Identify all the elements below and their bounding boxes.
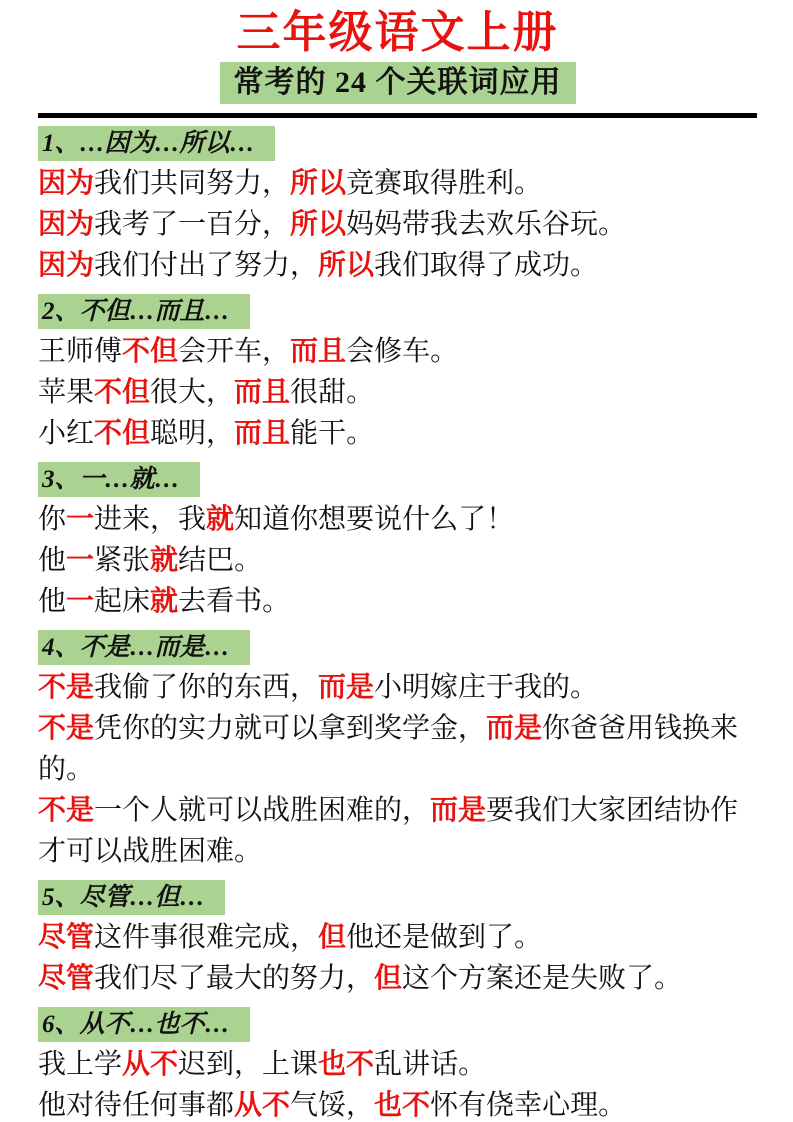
sentence-text: 会开车， — [178, 336, 291, 367]
section-heading: 2、不但…而且… — [38, 294, 250, 329]
conjunction-word: 而且 — [234, 377, 291, 408]
conjunction-word: 一 — [66, 545, 95, 576]
section-heading-row — [38, 290, 757, 331]
sentence-text: 竞赛取得胜利。 — [346, 168, 543, 199]
section-heading: 4、不是…而是… — [38, 630, 250, 665]
conjunction-section — [38, 458, 757, 622]
sentence-text: 小红 — [38, 418, 95, 449]
sentence-text: 这件事很难完成， — [94, 922, 319, 953]
example-sentence — [38, 245, 757, 286]
conjunction-word: 而是 — [486, 713, 543, 744]
sentence-text: 他对待任何事都 — [38, 1090, 235, 1121]
conjunction-word: 也不 — [318, 1049, 375, 1080]
page-subtitle: 常考的 24 个关联词应用 — [220, 62, 576, 104]
conjunction-word: 而是 — [318, 672, 375, 703]
sentence-text: 知道你想要说什么了！ — [234, 504, 515, 535]
sentence-text: 他 — [38, 545, 67, 576]
conjunction-word: 但 — [318, 922, 347, 953]
sentence-text: 要我们大家团结协作才可以战胜困难。 — [38, 795, 739, 867]
example-sentence — [38, 790, 757, 872]
page-title: 三年级语文上册 — [236, 8, 559, 57]
section-heading: 6、从不…也不… — [38, 1007, 250, 1042]
sentence-text: 我考了一百分， — [94, 209, 291, 240]
sentence-text: 紧张 — [94, 545, 151, 576]
sentence-text: 结巴。 — [178, 545, 263, 576]
sentence-text: 你 — [38, 504, 67, 535]
sentence-text: 你爸爸用钱换来的。 — [38, 713, 739, 785]
conjunction-word: 不但 — [122, 336, 179, 367]
section-heading-row — [38, 626, 757, 667]
conjunction-word: 因为 — [38, 209, 95, 240]
example-sentence — [38, 499, 757, 540]
example-sentence — [38, 1085, 757, 1122]
conjunction-section — [38, 122, 757, 286]
conjunction-word: 从不 — [122, 1049, 179, 1080]
example-sentence — [38, 331, 757, 372]
sentence-text: 他还是做到了。 — [346, 922, 543, 953]
sentence-text: 我们取得了成功。 — [374, 250, 599, 281]
conjunction-word: 所以 — [318, 250, 375, 281]
conjunction-word: 不是 — [38, 795, 95, 826]
conjunction-section — [38, 626, 757, 872]
example-sentence — [38, 204, 757, 245]
conjunction-word: 就 — [150, 586, 179, 617]
conjunction-word: 不但 — [94, 377, 151, 408]
sentence-text: 很大， — [150, 377, 235, 408]
sentence-text: 聪明， — [150, 418, 235, 449]
sentence-text: 气馁， — [290, 1090, 375, 1121]
conjunction-word: 不是 — [38, 672, 95, 703]
sentence-text: 我们付出了努力， — [94, 250, 319, 281]
sentence-text: 怀有侥幸心理。 — [430, 1090, 627, 1121]
subtitle-row — [38, 62, 757, 104]
example-sentence — [38, 958, 757, 999]
section-heading-row — [38, 122, 757, 163]
sentence-text: 我偷了你的东西， — [94, 672, 319, 703]
example-sentence — [38, 917, 757, 958]
sentence-text: 凭你的实力就可以拿到奖学金， — [94, 713, 487, 744]
conjunction-word: 而且 — [290, 336, 347, 367]
sections-container — [38, 122, 757, 1122]
example-sentence — [38, 667, 757, 708]
example-sentence — [38, 413, 757, 454]
conjunction-word: 尽管 — [38, 922, 95, 953]
conjunction-word: 一 — [66, 504, 95, 535]
conjunction-word: 而且 — [234, 418, 291, 449]
section-heading-row — [38, 458, 757, 499]
section-heading-row — [38, 1003, 757, 1044]
section-heading: 5、尽管…但… — [38, 880, 225, 915]
sentence-text: 我上学 — [38, 1049, 123, 1080]
conjunction-section — [38, 1003, 757, 1122]
sentence-text: 我们尽了最大的努力， — [94, 963, 375, 994]
sentence-text: 妈妈带我去欢乐谷玩。 — [346, 209, 627, 240]
conjunction-word: 因为 — [38, 168, 95, 199]
section-heading: 3、一…就… — [38, 462, 200, 497]
conjunction-section — [38, 876, 757, 999]
sentence-text: 进来，我 — [94, 504, 207, 535]
conjunction-word: 而是 — [430, 795, 487, 826]
example-sentence — [38, 708, 757, 790]
conjunction-word: 不但 — [94, 418, 151, 449]
sentence-text: 一个人就可以战胜困难的， — [94, 795, 431, 826]
conjunction-word: 所以 — [290, 168, 347, 199]
example-sentence — [38, 540, 757, 581]
conjunction-word: 但 — [374, 963, 403, 994]
sentence-text: 迟到，上课 — [178, 1049, 319, 1080]
conjunction-word: 也不 — [374, 1090, 431, 1121]
sentence-text: 王师傅 — [38, 336, 123, 367]
sentence-text: 苹果 — [38, 377, 95, 408]
sentence-text: 我们共同努力， — [94, 168, 291, 199]
conjunction-word: 一 — [66, 586, 95, 617]
sentence-text: 很甜。 — [290, 377, 375, 408]
sentence-text: 他 — [38, 586, 67, 617]
conjunction-word: 因为 — [38, 250, 95, 281]
example-sentence — [38, 163, 757, 204]
sentence-text: 起床 — [94, 586, 151, 617]
sentence-text: 这个方案还是失败了。 — [402, 963, 683, 994]
conjunction-word: 所以 — [290, 209, 347, 240]
sentence-text: 小明嫁庄于我的。 — [374, 672, 599, 703]
conjunction-word: 从不 — [234, 1090, 291, 1121]
conjunction-section — [38, 290, 757, 454]
example-sentence — [38, 372, 757, 413]
conjunction-word: 就 — [206, 504, 235, 535]
section-heading-row — [38, 876, 757, 917]
example-sentence — [38, 1044, 757, 1085]
conjunction-word: 尽管 — [38, 963, 95, 994]
sentence-text: 去看书。 — [178, 586, 291, 617]
example-sentence — [38, 581, 757, 622]
sentence-text: 会修车。 — [346, 336, 459, 367]
conjunction-word: 不是 — [38, 713, 95, 744]
conjunction-word: 就 — [150, 545, 179, 576]
sentence-text: 能干。 — [290, 418, 375, 449]
section-heading: 1、…因为…所以… — [38, 126, 275, 161]
divider-line — [38, 113, 757, 118]
sentence-text: 乱讲话。 — [374, 1049, 487, 1080]
